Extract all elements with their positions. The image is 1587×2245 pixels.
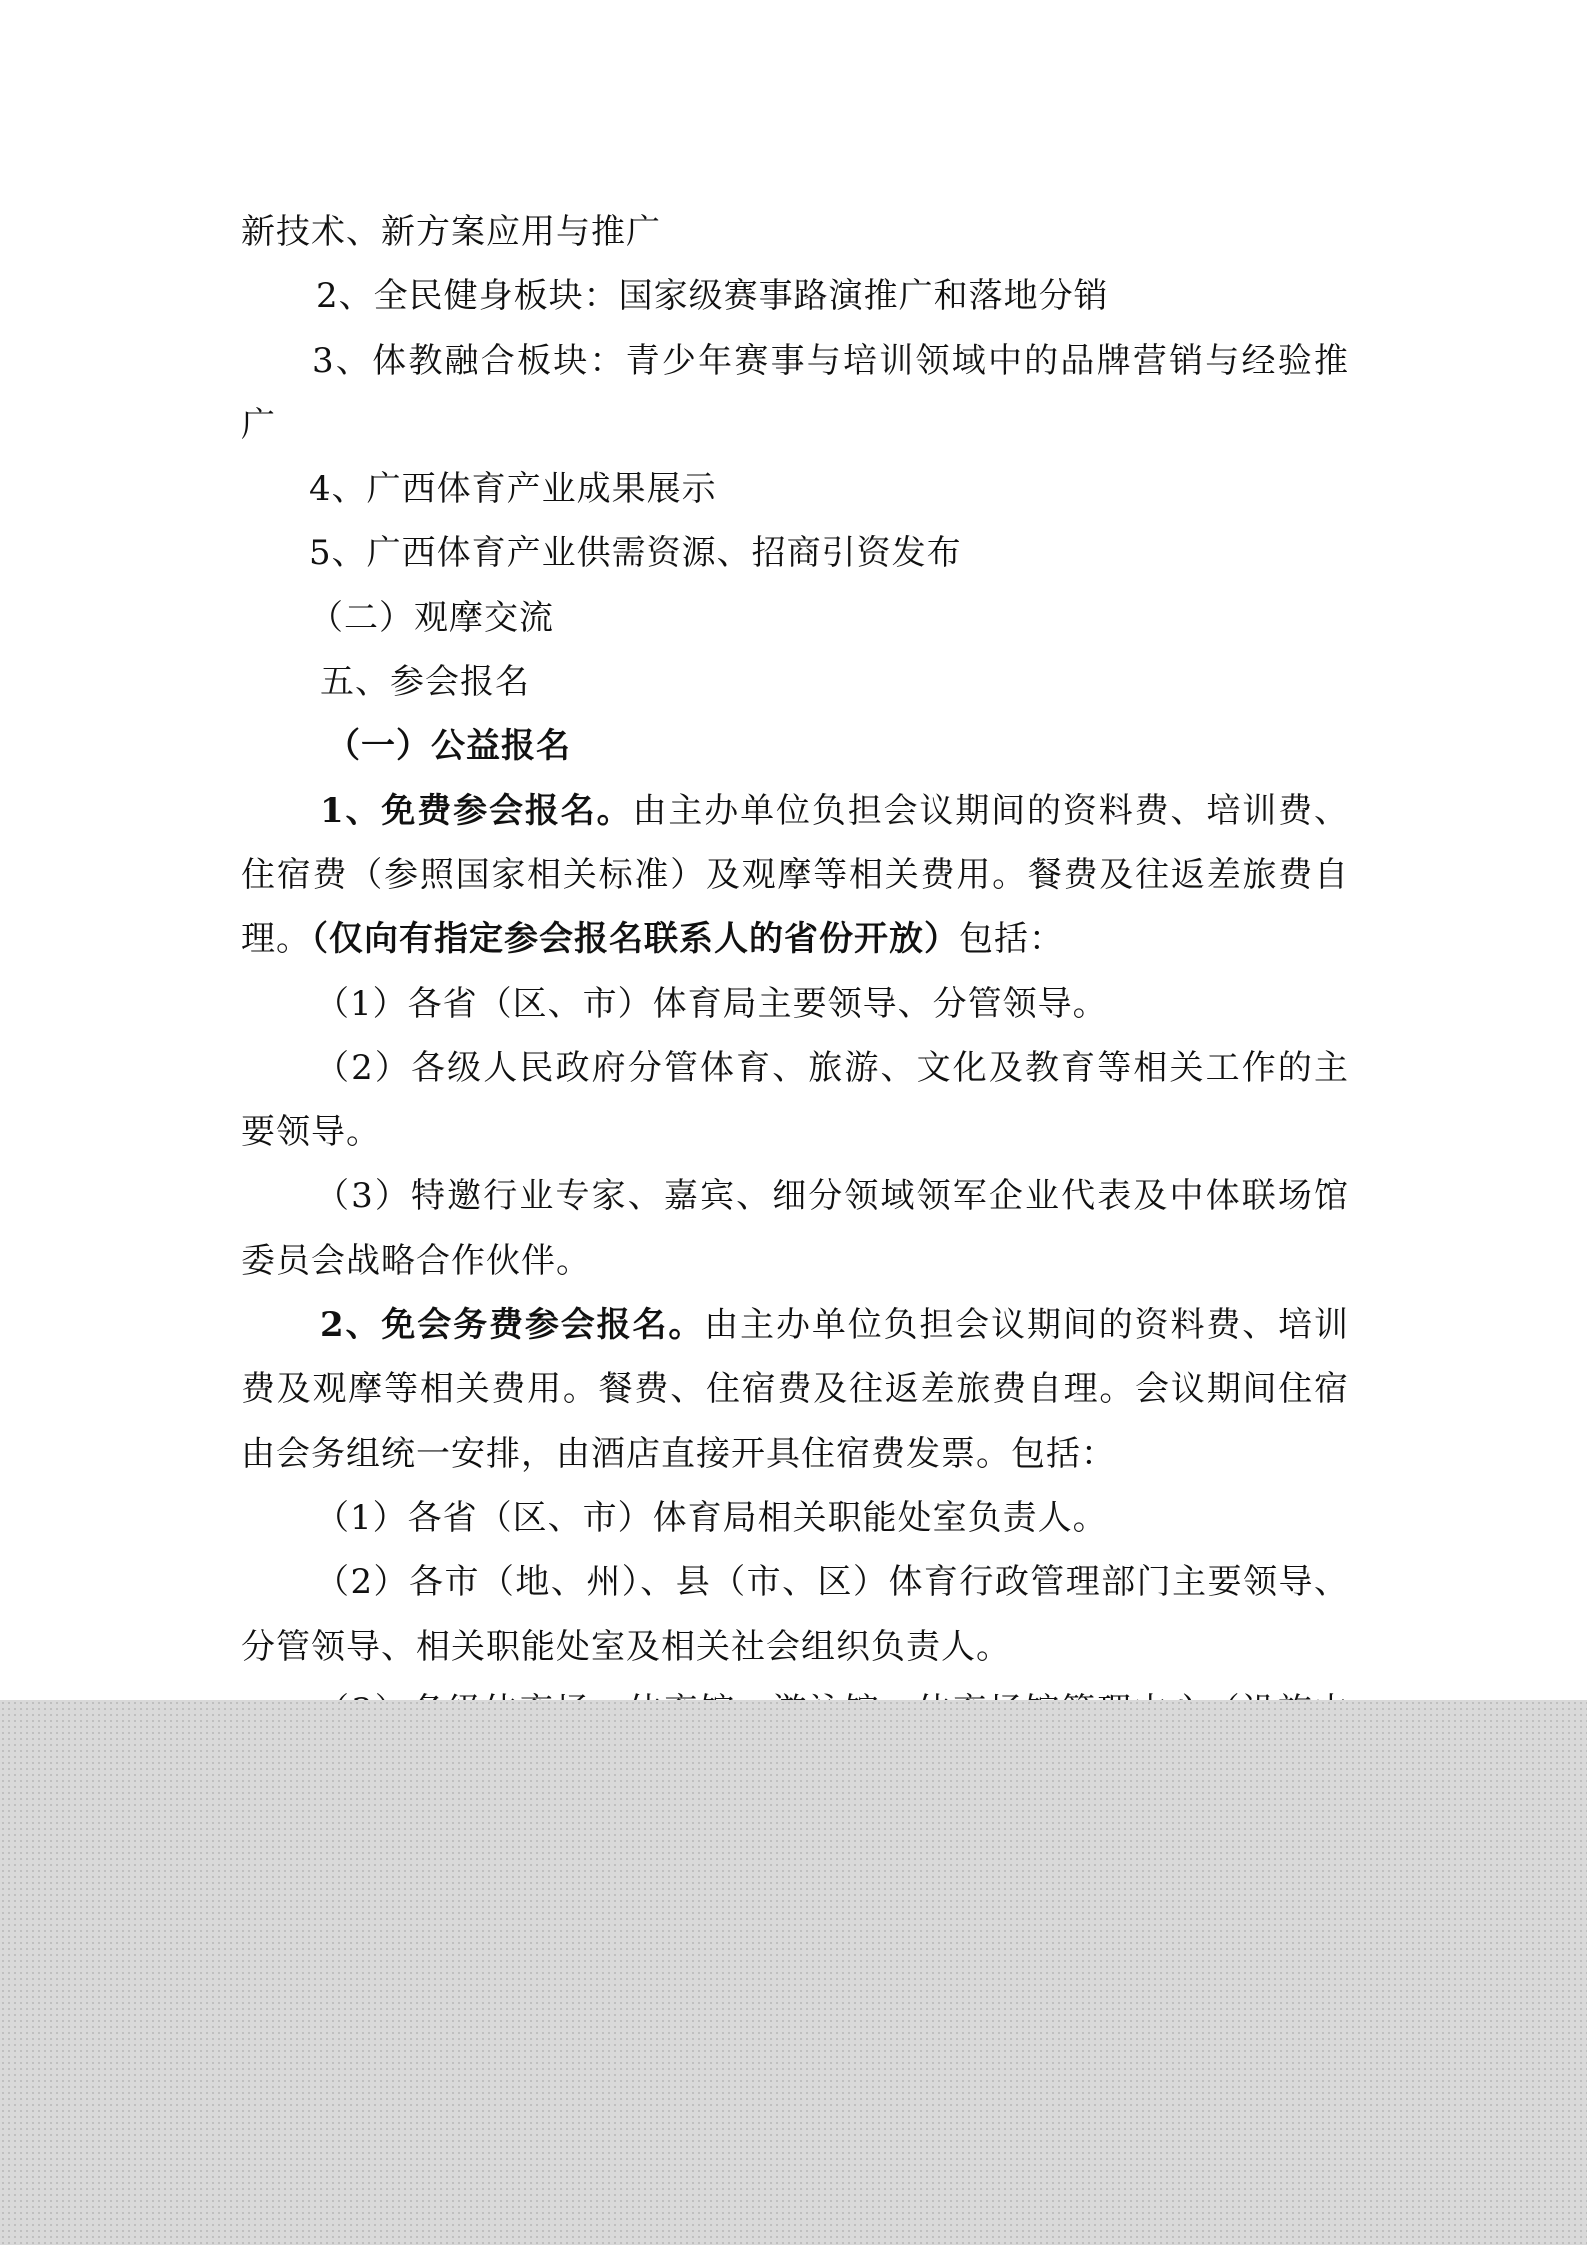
paragraph xyxy=(241,779,1349,972)
list-item: 3、体教融合板块：青少年赛事与培训领域中的品牌营销与经验推广 xyxy=(241,340,1349,445)
paragraph-lead: 1、免费参会报名。 xyxy=(320,790,633,831)
list-item: （1）各省（区、市）体育局相关职能处室负责人。 xyxy=(315,1497,1108,1538)
list-item: （2）各级人民政府分管体育、旅游、文化及教育等相关工作的主要领导。 xyxy=(241,1047,1349,1153)
text-line: 新技术、新方案应用与推广 xyxy=(241,212,661,252)
section-heading: 五、参会报名 xyxy=(320,662,530,703)
document-body xyxy=(241,200,1349,1807)
paragraph-emphasis: （仅向有指定参会报名联系人的省份开放） xyxy=(311,919,959,960)
paragraph xyxy=(241,1293,1349,1486)
paragraph-text: 由主办单位负担会议期间的资料费、培训费及观摩等相关费用。餐费、住宿费及往返差旅费自理。会议期间住宿由会务组统一安排，由酒店直接开具住宿费发票。包括： xyxy=(241,1305,1349,1474)
list-item: （2）各市（地、州）、县（市、区）体育行政管理部门主要领导、分管领导、相关职能处室及相关社会组织负责人。 xyxy=(241,1562,1349,1667)
subsection-heading-text: （一）公益报名 xyxy=(326,726,571,767)
subheading: （二）观摩交流 xyxy=(309,597,554,638)
masked-region xyxy=(0,1700,1587,2245)
list-item: （3）特邀行业专家、嘉宾、细分领域领军企业代表及中体联场馆委员会战略合作伙伴。 xyxy=(241,1176,1349,1281)
list-item: 2、全民健身板块：国家级赛事路演推广和落地分销 xyxy=(316,276,1109,317)
list-item: （1）各省（区、市）体育局主要领导、分管领导。 xyxy=(315,983,1108,1024)
paragraph-text: 由主办单位负担会议期间的资料费、培训费、住宿费（参照国家相关标准）及观摩等相关费用。餐费及往返差旅费自理。 xyxy=(241,790,1349,960)
subsection-heading xyxy=(241,714,1349,778)
paragraph-tail: 包括： xyxy=(959,919,1064,960)
list-item: 5、广西体育产业供需资源、招商引资发布 xyxy=(309,533,962,574)
paragraph-lead: 2、免会务费参会报名。 xyxy=(320,1305,705,1346)
list-item: 4、广西体育产业成果展示 xyxy=(309,469,717,510)
